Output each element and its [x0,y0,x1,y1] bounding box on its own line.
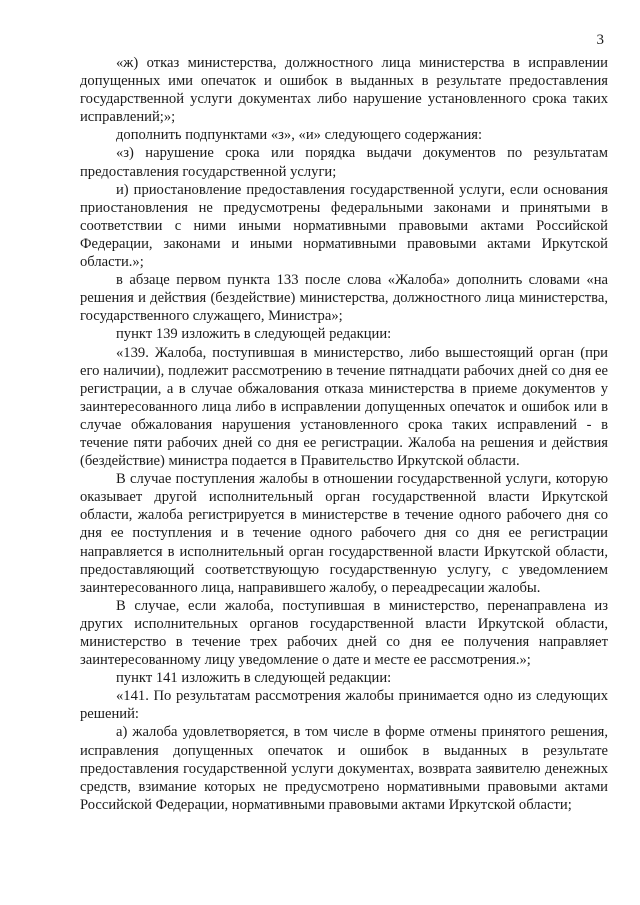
paragraph-item-141-intro: пункт 141 изложить в следующей редакции: [116,670,392,687]
paragraph-add-subitems: дополнить подпунктами «з», «и» следующего содержания: [116,127,483,144]
paragraph-item-139-intro: пункт 139 изложить в следующей редакции: [116,326,392,343]
page-number: 3 [596,32,604,48]
paragraph-other-organ: В случае поступления жалобы в отношении государственной услуги, которую оказывает другой исполнительный орган государственной власти Иркутской области, жалоба регистрируется в министерстве в течение одного рабочего дня со дня ее поступления и в течение одного рабочего дня со дня ее регистрации направляется в исполнительный орган государственной власти Иркутской области, предоставляющий соответствующую государственную услугу, с уведомлением заинтересованного лица, направившего жалобу, о переадресации жалобы. [80,471,608,596]
paragraph-subitem-a: а) жалоба удовлетворяется, в том числе в форме отмены принятого решения, исправления допущенных опечаток и ошибок в выданных в результате предоставления государственной услуги документах, возврата заявителю денежных средств, взимание которых не предусмотрено нормативными правовыми актами Российской Федерации, нормативными правовыми актами Иркутской области; [80,724,608,813]
paragraph-item-133: в абзаце первом пункта 133 после слова «Жалоба» дополнить словами «на решения и действия (бездействие) министерства, должностного лица министерства, государственного служащего, Министра»; [80,272,608,325]
paragraph-redirected: В случае, если жалоба, поступившая в министерство, перенаправлена из других исполнительных органов государственной власти Иркутской области, министерство в течение трех рабочих дней со дня ее получения направляет заинтересованному лицу уведомление о дате и месте ее рассмотрения.»; [80,597,608,669]
document-body [80,54,608,814]
paragraph-subitem-i: и) приостановление предоставления государственной услуги, если основания приостановления не предусмотрены федеральными законами и принятыми в соответствии с ними иными нормативными правовыми актами Российской Федерации, законами и иными нормативными правовыми актами Иркутской области.»; [80,181,608,271]
paragraph-subitem-z: «з) нарушение срока или порядка выдачи документов по результатам предоставления государственной услуги; [80,145,608,180]
paragraph-item-141: «141. По результатам рассмотрения жалобы принимается одно из следующих решений: [80,688,608,723]
paragraph-item-139: «139. Жалоба, поступившая в министерство, либо вышестоящий орган (при его наличии), подлежит рассмотрению в течение пятнадцати рабочих дней со дня ее регистрации, а в случае обжалования отказа министерства в приеме документов у заинтересованного лица либо в исправлении допущенных опечаток и ошибок или в случае обжалования нарушения установленного срока таких исправлений - в течение пяти рабочих дней со дня ее регистрации. Жалоба на решения и действия (бездействие) министра подается в Правительство Иркутской области. [80,344,608,470]
paragraph-subitem-zh: «ж) отказ министерства, должностного лица министерства в исправлении допущенных ими опечаток и ошибок в выданных в результате предоставления государственной услуги документах либо нарушение установленного срока таких исправлений;»; [80,55,608,126]
